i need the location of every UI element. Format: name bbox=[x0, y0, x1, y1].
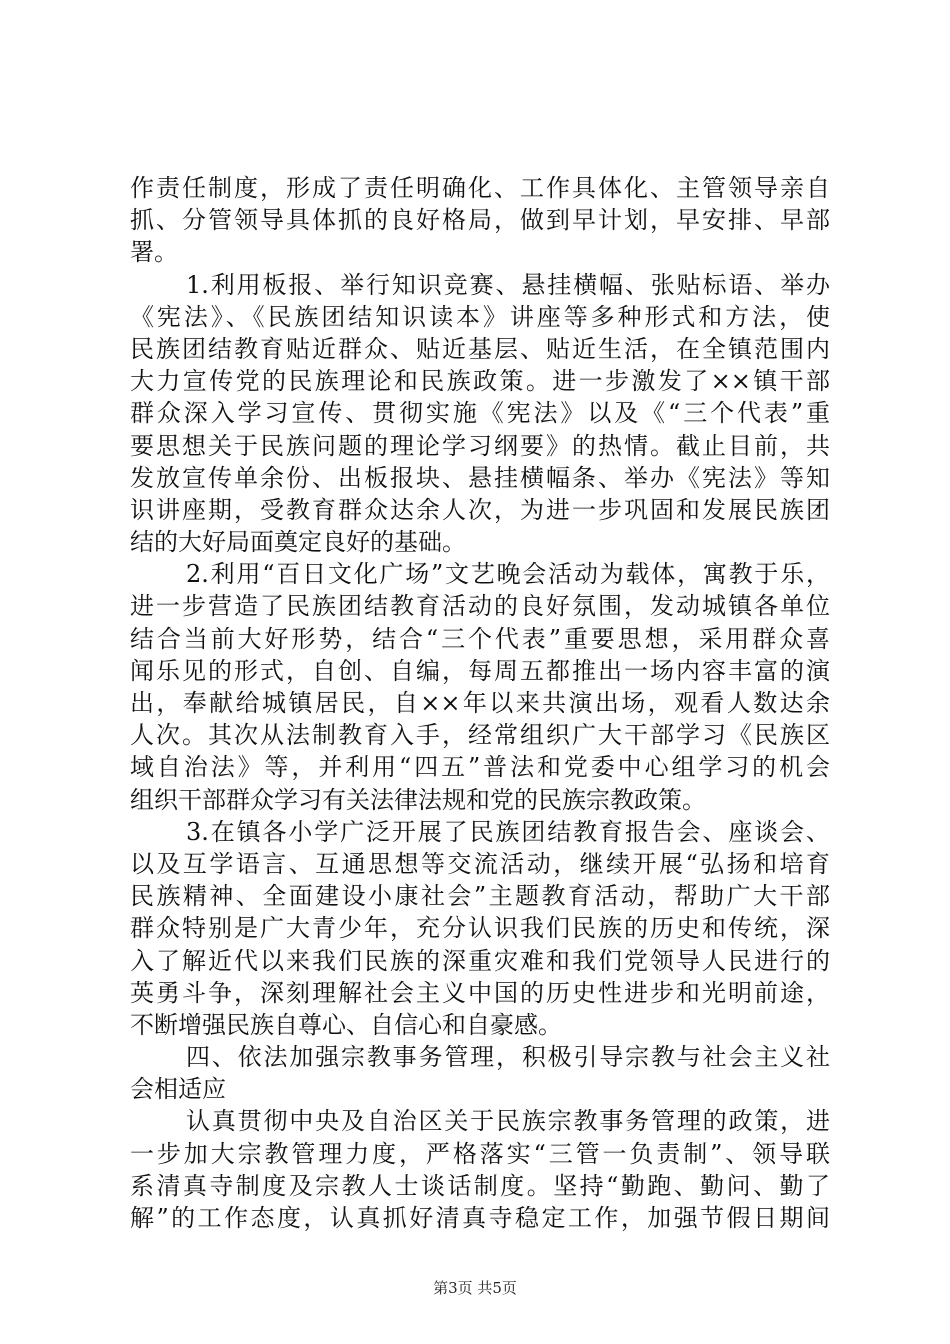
text-line: 会相适应 bbox=[130, 1075, 226, 1104]
text-line: 群众深入学习宣传、贯彻实施《宪法》以及《“三个代表”重 bbox=[130, 399, 830, 428]
text-line: 群众特别是广大青少年，充分认识我们民族的历史和传统，深 bbox=[130, 914, 830, 943]
text-line: 《宪法》、《民族团结知识读本》讲座等多种形式和方法，使 bbox=[130, 302, 830, 331]
text-line: 四、依法加强宗教事务管理，积极引导宗教与社会主义社 bbox=[186, 1043, 830, 1072]
text-line: 署。 bbox=[130, 238, 178, 267]
text-line: 不断增强民族自尊心、自信心和自豪感。 bbox=[130, 1010, 562, 1039]
text-line: 2.利用“百日文化广场”文艺晚会活动为载体，寓教于乐， bbox=[186, 560, 830, 589]
text-line: 闻乐见的形式，自创、自编，每周五都推出一场内容丰富的演 bbox=[130, 656, 830, 685]
text-line: 认真贯彻中央及自治区关于民族宗教事务管理的政策，进 bbox=[186, 1107, 830, 1136]
text-line: 出，奉献给城镇居民，自××年以来共演出场，观看人数达余 bbox=[130, 689, 830, 717]
text-line: 系清真寺制度及宗教人士谈话制度。坚持“勤跑、勤问、勤了 bbox=[130, 1171, 830, 1200]
text-line: 解”的工作态度，认真抓好清真寺稳定工作，加强节假日期间 bbox=[130, 1204, 830, 1232]
text-line: 入了解近代以来我们民族的深重灾难和我们党领导人民进行的 bbox=[130, 946, 830, 975]
text-line: 一步加大宗教管理力度，严格落实“三管一负责制”、领导联 bbox=[130, 1139, 830, 1168]
text-line: 1.利用板报、举行知识竞赛、悬挂横幅、张贴标语、举办 bbox=[186, 270, 830, 299]
text-line: 域自治法》等，并利用“四五”普法和党委中心组学习的机会 bbox=[130, 753, 830, 782]
text-line: 以及互学语言、互通思想等交流活动，继续开展“弘扬和培育 bbox=[130, 849, 830, 878]
text-line: 大力宣传党的民族理论和民族政策。进一步激发了××镇干部 bbox=[130, 367, 830, 396]
text-line: 民族精神、全面建设小康社会”主题教育活动，帮助广大干部 bbox=[130, 882, 830, 911]
text-line: 英勇斗争，深刻理解社会主义中国的历史性进步和光明前途， bbox=[130, 978, 830, 1007]
text-line: 结合当前大好形势，结合“三个代表”重要思想，采用群众喜 bbox=[130, 624, 830, 653]
text-line: 进一步营造了民族团结教育活动的良好氛围，发动城镇各单位 bbox=[130, 592, 830, 621]
text-line: 民族团结教育贴近群众、贴近基层、贴近生活，在全镇范围内 bbox=[130, 334, 830, 363]
text-line: 识讲座期，受教育群众达余人次，为进一步巩固和发展民族团 bbox=[130, 495, 830, 524]
text-line: 组织干部群众学习有关法律法规和党的民族宗教政策。 bbox=[130, 785, 706, 814]
text-line: 结的大好局面奠定良好的基础。 bbox=[130, 528, 466, 557]
text-line: 3.在镇各小学广泛开展了民族团结教育报告会、座谈会、 bbox=[186, 817, 830, 846]
text-line: 发放宣传单余份、出板报块、悬挂横幅条、举办《宪法》等知 bbox=[130, 463, 830, 492]
body-text bbox=[130, 172, 830, 1234]
text-line: 要思想关于民族问题的理论学习纲要》的热情。截止目前，共 bbox=[130, 431, 830, 460]
page-footer: 第3页 共5页 bbox=[433, 1279, 517, 1297]
text-line: 作责任制度，形成了责任明确化、工作具体化、主管领导亲自 bbox=[130, 174, 830, 202]
text-line: 抓、分管领导具体抓的良好格局，做到早计划，早安排、早部 bbox=[130, 206, 830, 235]
text-line: 人次。其次从法制教育入手，经常组织广大干部学习《民族区 bbox=[130, 721, 830, 750]
